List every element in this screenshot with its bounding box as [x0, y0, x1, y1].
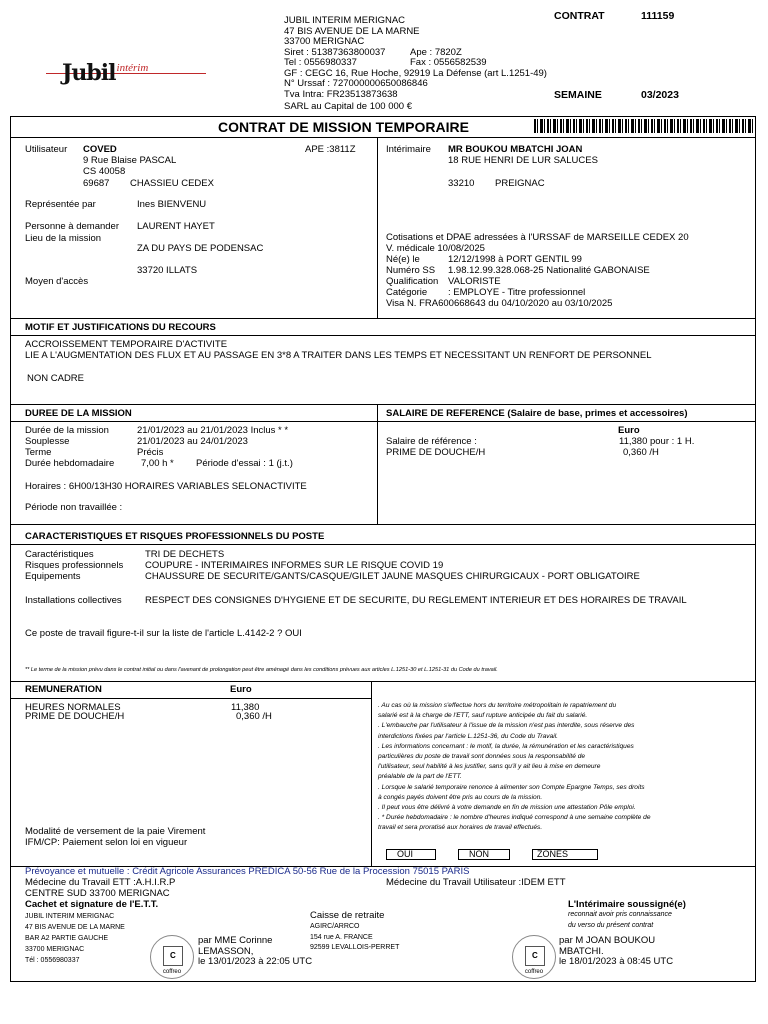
semaine-label: SEMAINE [554, 89, 602, 101]
personne-a-demander: LAURENT HAYET [137, 221, 215, 232]
motif-justification: LIE A L'AUGMENTATION DES FLUX ET AU PASSAGE EN 3*8 A TRAITER DANS LES TEMPS ET NECESSITANT UN RENFORT DE PERSONNEL [25, 350, 652, 361]
visa: Visa N. FRA600668643 du 04/10/2020 au 03/10/2025 [386, 298, 613, 309]
signature-interimaire: par M JOAN BOUKOU MBATCHI. le 18/01/2023 à 08:45 UTC [559, 935, 674, 967]
numero-ss: 1.98.12.99.328.068-25 Nationalité GABONAISE [448, 265, 650, 276]
checkbox-zones[interactable]: ZONES [532, 849, 598, 860]
equipements: CHAUSSURE DE SECURITE/GANTS/CASQUE/GILET JAUNE MASQUES CHIRURGICAUX - PORT OBLIGATOIRE [145, 571, 640, 582]
cachet-title: Cachet et signature de l'E.T.T. [25, 899, 159, 910]
utilisateur-ape: APE :3811Z [305, 144, 356, 155]
checkbox-oui[interactable]: OUI [386, 849, 436, 860]
salaire-reference: 11,380 pour : 1 H. [619, 436, 695, 447]
checkbox-non[interactable]: NON [458, 849, 510, 860]
coffreo-stamp-icon: C coffreo [150, 935, 194, 979]
lieu-mission: ZA DU PAYS DE PODENSAC [137, 243, 264, 254]
company-address: JUBIL INTERIM MERIGNAC 47 BIS AVENUE DE LA MARNE 33700 MERIGNAC Siret : 51387363800037 Ape : 7820Z Tel : 0556980337 Fax : 0556582539 GF : CEGC 16, Rue Hoche, 92919 La Défense (art L.1251-49) N° Urssaf : 727000000650086846 Tva Intra: FR23513873638 SARL au Capital de 100 000 € [284, 15, 547, 112]
contrat-number: 111159 [641, 10, 675, 22]
representant: Ines BIENVENU [137, 199, 207, 210]
signature-ett: par MME Corinne LEMASSON, le 13/01/2023 à 22:05 UTC [198, 935, 313, 967]
risques-header: CARACTERISTIQUES ET RISQUES PROFESSIONNELS DU POSTE [25, 531, 325, 542]
legal-notes: . Au cas où la mission s'effectue hors du territoire métropolitain le rapatriement du salarié est à la charge de l'ETT, sauf rupture anticipée du fait du salarié. . L'embauche par l'utilisateur à l'issue de la mission n'est pas interdite, sous réserve des interdictions fixées par l'article L.1251-36, du Code du Travail. . Les informations concernant : le motif, la durée, la rémunération et les caractéristiques particulières du poste de travail sont données sous la responsabilité de l'utilisateur, seul habilité à les justifier, sans qu'il y ait lieu à mise en demeure préalable de la part de l'ETT. . Lorsque le salarié temporaire renonce à alimenter son Compte Epargne Temps, ses droits à congés payés doivent être pris au cours de la mission. . Il peut vous être délivré à votre demande en fin de mission une attestation Pôle emploi. . * Durée hebdomadaire : le nombre d'heures indiqué correspond à une semaine complète de travail et sera proratisé aux horaires de travail effectués. [378, 702, 651, 832]
barcode [534, 119, 754, 133]
remuneration-header: REMUNERATION [25, 684, 102, 695]
duree-header: DUREE DE LA MISSION [25, 408, 132, 419]
interimaire-title: L'Intérimaire soussigné(e) [568, 899, 686, 910]
ett-address: JUBIL INTERIM MERIGNAC 47 BIS AVENUE DE LA MARNE BAR A2 PARTIE GAUCHE 33700 MERIGNAC Tél : 0556980337 [25, 913, 125, 964]
motif-header: MOTIF ET JUSTIFICATIONS DU RECOURS [25, 322, 216, 333]
prevoyance: Prévoyance et mutuelle : Crédit Agricole Assurances PREDICA 50-56 Rue de la Procession 75015 PARIS [25, 866, 470, 877]
company-logo: Jubil$^{intérim}$ [62, 60, 149, 86]
caisse-address: AGIRC/ARRCO 154 rue A. FRANCE 92599 LEVALLOIS-PERRET [310, 923, 400, 951]
contrat-label: CONTRAT [554, 10, 605, 22]
date-naissance: 12/12/1998 à PORT GENTIL 99 [448, 254, 582, 265]
page-title: CONTRAT DE MISSION TEMPORAIRE [218, 119, 469, 135]
horaires: Horaires : 6H00/13H30 HORAIRES VARIABLES SELONACTIVITE [25, 481, 307, 492]
duree-mission: 21/01/2023 au 21/01/2023 Inclus * * [137, 425, 289, 436]
contract-frame [10, 116, 756, 982]
coffreo-stamp-icon-2: C coffreo [512, 935, 556, 979]
interimaire-name: MR BOUKOU MBATCHI JOAN [448, 144, 583, 155]
qualification: VALORISTE [448, 276, 501, 287]
salaire-header: SALAIRE DE REFERENCE (Salaire de base, primes et accessoires) [386, 408, 688, 419]
utilisateur-name: COVED [83, 144, 117, 155]
heures-normales: 11,380 [231, 702, 260, 713]
semaine-value: 03/2023 [641, 89, 679, 101]
